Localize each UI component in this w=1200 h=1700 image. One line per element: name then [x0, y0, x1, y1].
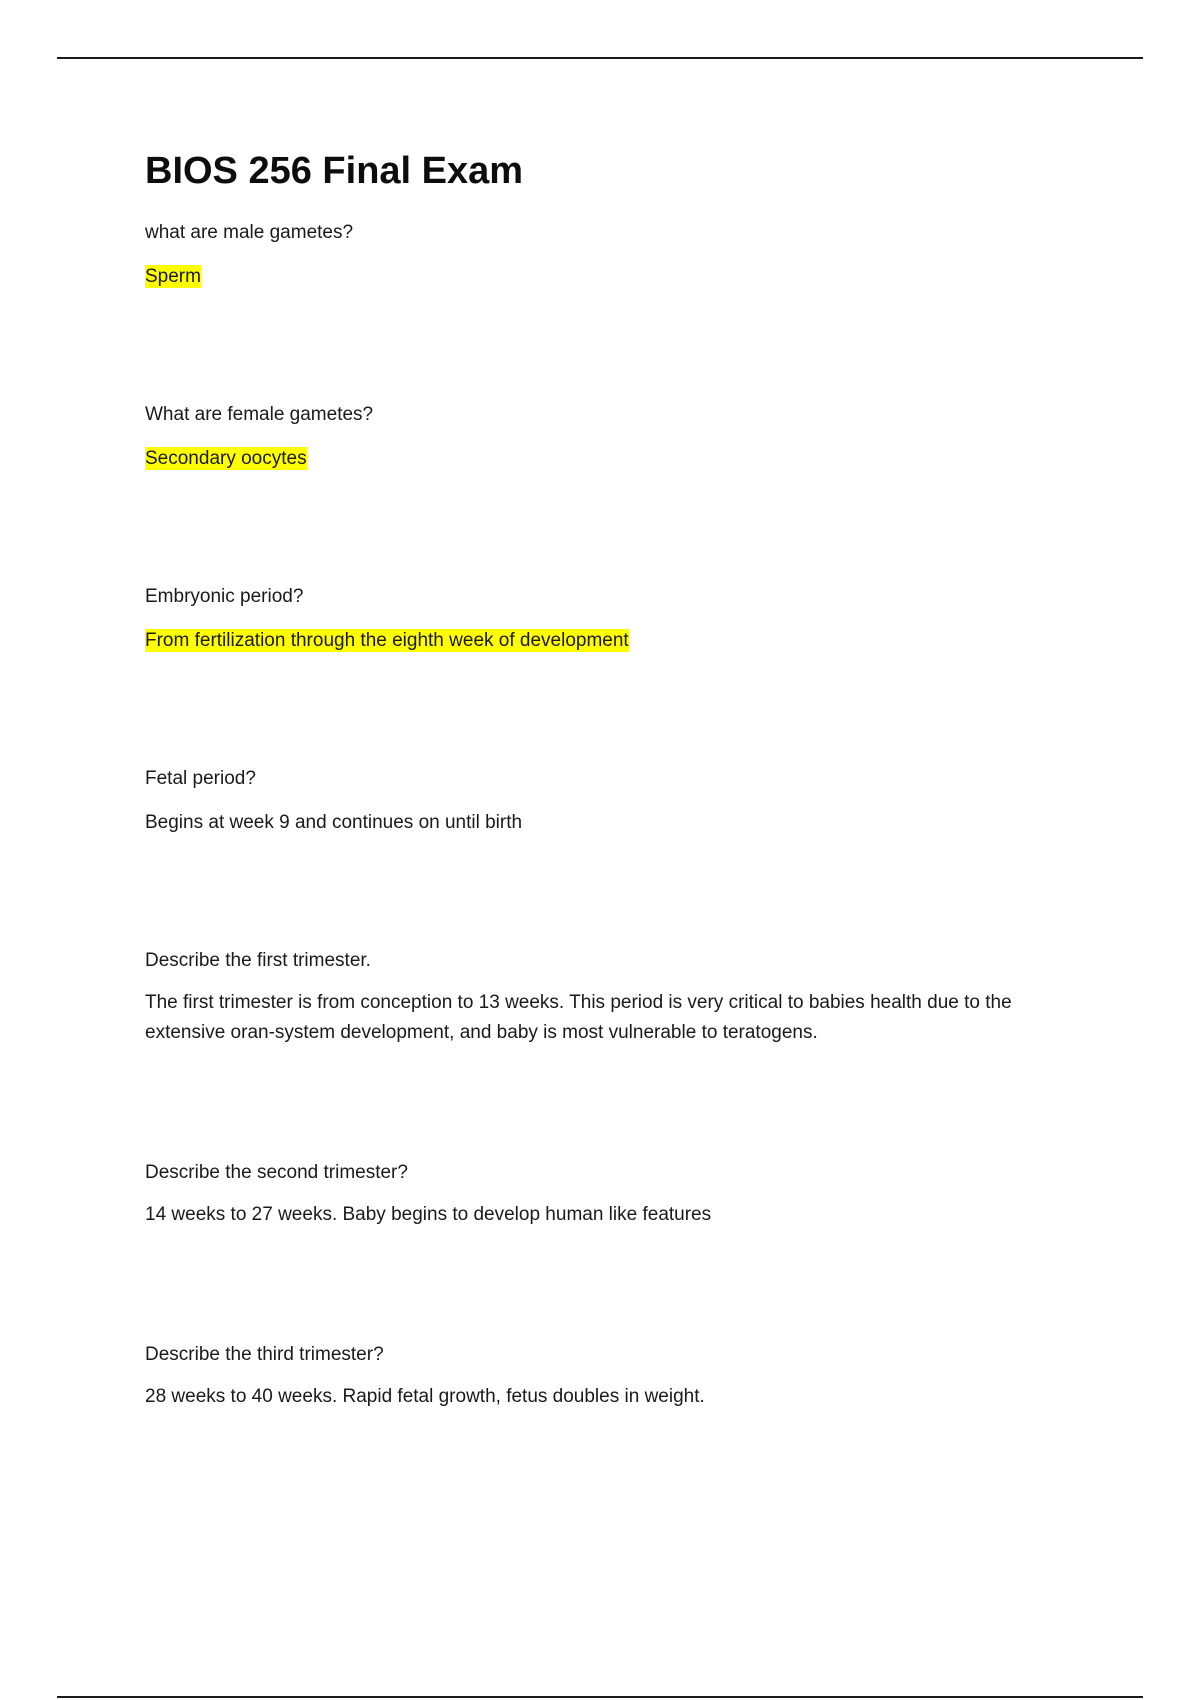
qa-item-third-trimester	[145, 1342, 1085, 1412]
bottom-rule	[57, 1696, 1143, 1698]
question-text: Describe the second trimester?	[145, 1162, 408, 1183]
answer-text: Begins at week 9 and continues on until birth	[145, 812, 523, 833]
qa-item-fetal-period	[145, 766, 1085, 838]
qa-item-first-trimester	[145, 948, 1085, 1048]
qa-item-female-gametes	[145, 402, 1085, 474]
highlighted-answer: Sperm	[145, 266, 201, 287]
page-title: BIOS 256 Final Exam	[145, 150, 524, 192]
qa-item-male-gametes	[145, 220, 1085, 292]
answer-text: 14 weeks to 27 weeks. Baby begins to develop human like features	[145, 1204, 712, 1225]
question-text: what are male gametes?	[145, 222, 354, 243]
question-text: What are female gametes?	[145, 404, 374, 425]
highlighted-answer: From fertilization through the eighth week of development	[145, 630, 629, 651]
question-text: Fetal period?	[145, 768, 256, 789]
top-rule	[57, 57, 1143, 59]
qa-item-embryonic-period	[145, 584, 1085, 656]
highlighted-answer: Secondary oocytes	[145, 448, 307, 469]
question-text: Describe the third trimester?	[145, 1344, 384, 1365]
qa-item-second-trimester	[145, 1160, 1085, 1230]
answer-text: 28 weeks to 40 weeks. Rapid fetal growth, fetus doubles in weight.	[145, 1386, 705, 1407]
answer-text: The first trimester is from conception to 13 weeks. This period is very critical to babies health due to the extensive oran-system development, and baby is most vulnerable to teratogens.	[145, 992, 1012, 1043]
question-text: Describe the first trimester.	[145, 950, 371, 971]
question-text: Embryonic period?	[145, 586, 304, 607]
